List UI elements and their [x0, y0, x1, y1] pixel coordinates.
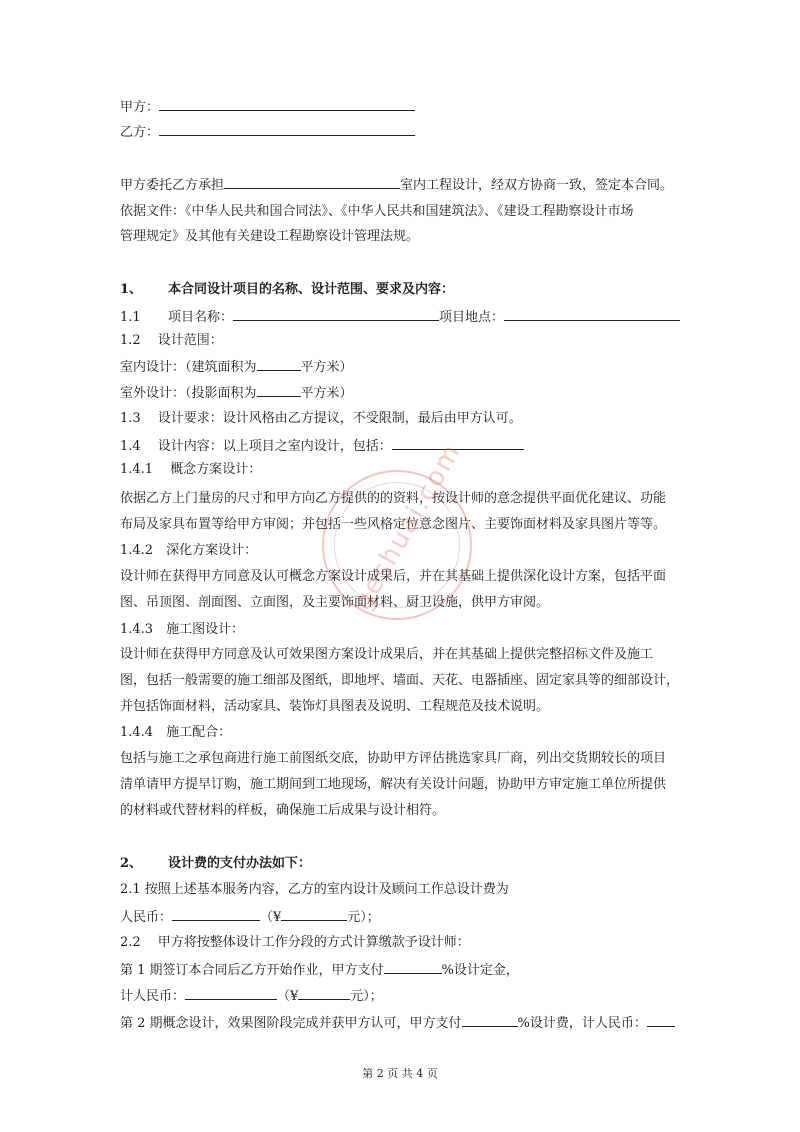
- intro-line-1: [120, 175, 673, 195]
- item-2-1: 2.1 按照上述基本服务内容，乙方的室内设计及顾问工作总设计费为: [120, 882, 509, 897]
- phase-1-percent-label: %设计定金，: [441, 963, 519, 978]
- total-rmb-label: 人民币：: [120, 910, 173, 925]
- total-yuan-label: 元）；: [347, 910, 380, 925]
- party-a-line: [120, 97, 415, 117]
- intro-line-3: 管理规定》及其他有关建设工程勘察设计管理法规。: [120, 229, 420, 244]
- para-1-4-4-b: 清单请甲方提早订购，施工期间到工地现场，解决有关设计问题，协助甲方审定施工单位所提供: [120, 777, 667, 792]
- item-1-2: 1.2 设计范围：: [120, 333, 223, 348]
- item-1-4-1: 1.4.1 概念方案设计：: [120, 462, 262, 477]
- party-b-line: [120, 122, 415, 142]
- watermark-text: geshuai.com: [347, 437, 468, 616]
- total-rmb-blank[interactable]: [172, 907, 260, 921]
- para-1-4-2-a: 设计师在获得甲方同意及认可概念方案设计成果后，并在其基础上提供深化设计方案，包括平面: [120, 569, 667, 584]
- para-1-4-1-b: 布局及家具布置等给甲方审阅；并包括一些风格定位意念图片、主要饰面材料及家具图片等等。: [120, 517, 667, 532]
- phase-2-line: [120, 1013, 675, 1033]
- project-name-label: 项目名称：: [168, 310, 234, 325]
- phase-1-amount-line: [120, 986, 383, 1006]
- item-1-4-4: 1.4.4 施工配合：: [120, 725, 232, 740]
- project-location-label: 项目地点：: [439, 310, 505, 325]
- para-1-4-2-b: 图、吊顶图、剖面图、立面图，及主要饰面材料、厨卫设施，供甲方审阅。: [120, 595, 550, 610]
- phase-2-text-b: %设计费，计人民币：: [517, 1016, 647, 1031]
- intro-text-b: 室内工程设计，经双方协商一致，签定本合同。: [400, 178, 674, 193]
- total-yen-blank[interactable]: [281, 907, 347, 921]
- para-1-4-1-a: 依据乙方上门量房的尺寸和甲方向乙方提供的的资料，按设计师的意念提供平面优化建议、功能: [120, 491, 667, 506]
- project-location-blank[interactable]: [504, 307, 680, 321]
- section-2-heading: [120, 855, 311, 873]
- phase-1-yen-blank[interactable]: [298, 986, 350, 1000]
- phase-1-yen-label: （¥: [277, 989, 299, 1004]
- phase-1-line: [120, 960, 519, 980]
- section-2-number: 2、: [120, 856, 143, 871]
- item-2-2: 2.2 甲方将按整体设计工作分段的方式计算缴款予设计师：: [120, 935, 470, 950]
- phase-2-text: 第 2 期概念设计，效果图阶段完成并获甲方认可，甲方支付: [120, 1016, 462, 1031]
- interior-design-line: [120, 357, 353, 377]
- phase-1-yuan-label: 元）；: [350, 989, 383, 1004]
- item-1-3: 1.3 设计要求：设计风格由乙方提议，不受限制，最后由甲方认可。: [120, 411, 522, 426]
- phase-2-rmb-blank[interactable]: [647, 1013, 675, 1027]
- page-number-footer: 第 2 页 共 4 页: [362, 1067, 438, 1080]
- para-1-4-3-b: 图，包括一般需要的施工细部及图纸，即地坪、墙面、天花、电器插座、固定家具等的细部设计，: [120, 673, 680, 688]
- total-fee-line: [120, 907, 380, 927]
- phase-1-rmb-blank[interactable]: [185, 986, 277, 1000]
- intro-text-a: 甲方委托乙方承担: [120, 178, 225, 193]
- item-1-4-2: 1.4.2 深化方案设计：: [120, 543, 258, 558]
- phase-2-percent-blank[interactable]: [462, 1013, 518, 1027]
- item-1-4-3: 1.4.3 施工图设计：: [120, 622, 245, 637]
- section-1-heading: [120, 281, 454, 299]
- para-1-4-3-c: 并包括饰面材料，活动家具、装饰灯具图表及说明、工程规范及技术说明。: [120, 699, 550, 714]
- project-name-blank[interactable]: [233, 307, 439, 321]
- item-1-1: [120, 307, 680, 327]
- party-a-blank[interactable]: [159, 97, 415, 111]
- section-1-number: 1、: [120, 282, 143, 297]
- interior-area-blank[interactable]: [257, 357, 301, 371]
- total-yen-label: （¥: [260, 910, 282, 925]
- para-1-4-4-a: 包括与施工之承包商进行施工前图纸交底，协助甲方评估挑选家具厂商，列出交货期较长的项目: [120, 751, 667, 766]
- section-1-title: 本合同设计项目的名称、设计范围、要求及内容：: [168, 282, 455, 297]
- phase-1-percent-blank[interactable]: [384, 960, 442, 974]
- exterior-label: 室外设计：（投影面积为: [120, 386, 257, 401]
- party-a-label: 甲方：: [120, 100, 160, 115]
- exterior-area-blank[interactable]: [257, 383, 301, 397]
- phase-1-text: 第 1 期签订本合同后乙方开始作业，甲方支付: [120, 963, 384, 978]
- phase-1-rmb-label: 计人民币：: [120, 989, 186, 1004]
- intro-line-2: 依据文件：《中华人民共和国合同法》、《中华人民共和国建筑法》、《建设工程勘察设计市场: [120, 204, 634, 219]
- interior-label: 室内设计：（建筑面积为: [120, 360, 257, 375]
- exterior-design-line: [120, 383, 353, 403]
- watermark-stamp: [295, 437, 500, 648]
- item-1-1-number: 1.1: [120, 310, 141, 325]
- party-b-blank[interactable]: [159, 122, 415, 136]
- item-1-4-text: 1.4 设计内容：以上项目之室内设计，包括：: [120, 439, 392, 454]
- para-1-4-4-c: 的材料或代替材料的样板，确保施工后成果与设计相符。: [120, 803, 446, 818]
- interior-unit: 平方米）: [300, 360, 353, 375]
- party-b-label: 乙方：: [120, 125, 160, 140]
- section-2-title: 设计费的支付办法如下：: [168, 856, 312, 871]
- para-1-4-3-a: 设计师在获得甲方同意及认可效果图方案设计成果后，并在其基础上提供完整招标文件及施工: [120, 647, 654, 662]
- exterior-unit: 平方米）: [300, 386, 353, 401]
- project-blank[interactable]: [224, 175, 400, 189]
